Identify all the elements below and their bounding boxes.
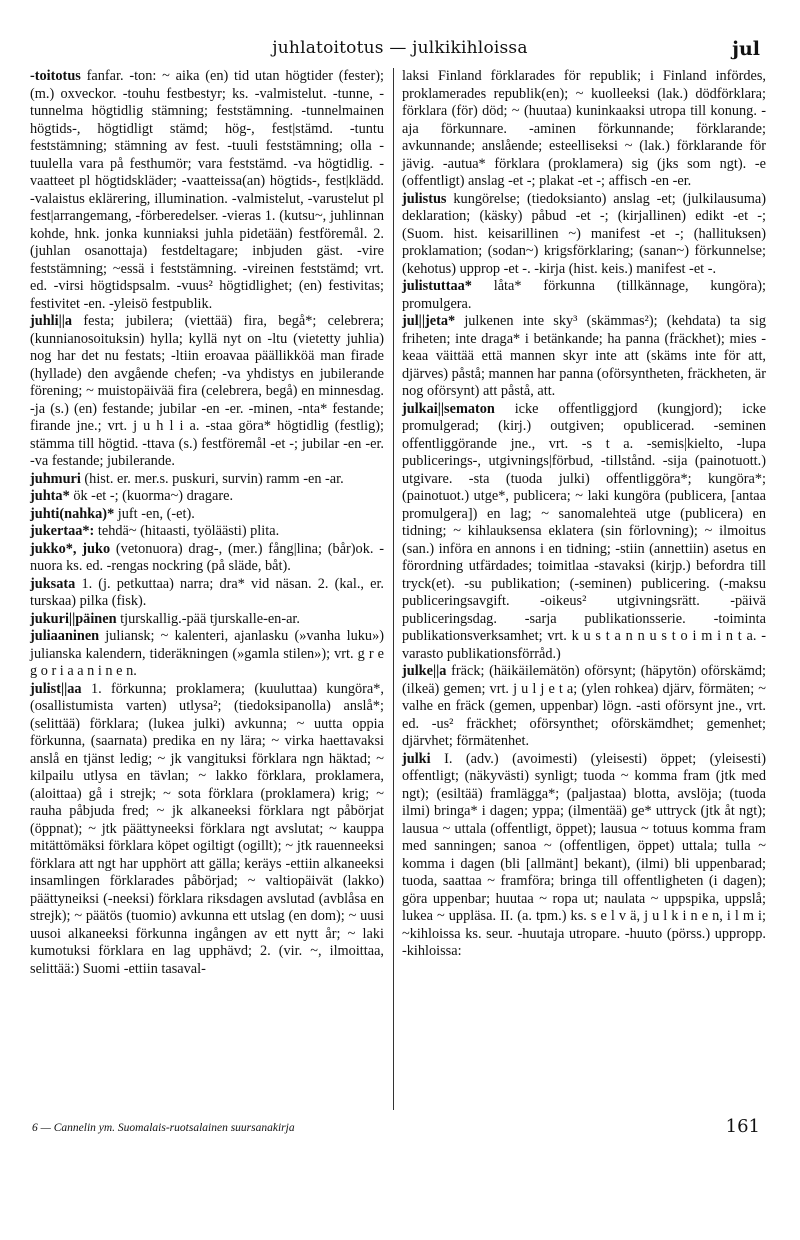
entry-definition: tehdä~ (hitaasti, työläästi) plita. (97, 523, 280, 539)
dictionary-entry (30, 541, 384, 576)
entry-definition: juft -en, (-et). (117, 505, 195, 522)
dictionary-entry (402, 278, 766, 313)
dictionary-entry (30, 488, 384, 506)
right-column (402, 68, 766, 961)
entry-headword: juhmuri (30, 470, 81, 487)
entry-definition: icke offentliggjord (kungjord); icke promulgerad; (kirj.) outgiven; opublicerad. -seminen offentliggörande jne., vrt. -s t a. -semis|kielto, -lupa publicerings-, utgivnings|förbud, -tillstånd. -sija (painotuott.) utgivare. -sta (tuoda julki) offentliggöra*; kungöra*; (painotuot.) utge*, publicera; ~ laki kungöra (publicera, [antaa promulgera]) en lag; ~ sanomalehteä utge (publicera) en tidning; ~ kihlauksensa eklatera (sin förlovning); ~ ilmoitus (san.) införa en annons i en tidning; -stiin (annettiin) asetus en förordning utfärdades; toimitlaa -stavaksi (kirjp.) befordra till tryck(et). -su publikation; (-seminen) publicering. (-maksu publiceringsavgift. -oikeus² utgivningsrätt. -päivä publiceringsdag. -sarja publikationsserie. -toiminta publikationsverksamhet; vrt. k u s t a n n u s t o i m i n t a. -varasto publikationsförråd.) (402, 400, 766, 662)
dictionary-entry (30, 313, 384, 471)
dictionary-entry (30, 576, 384, 611)
entry-definition: fanfar. -ton: ~ aika (en) tid utan högtider (fester); (m.) oxveckor. -touhu festbestyr; ks. -valmistelut. -tunne, -tunnelma högtidlig stämning; feststämning. -tunnelmainen högtids-, högtidligt stämd; hög-, fest|stämd. -tuntu feststämning; stämning av fest. -tuuli feststämning; olla -tuulella vara på festhumör; vara feststämd. -va högtidlig. -vaatteet pl högtidskläder; -vaatteissa(an) högtids-, fest|klädd. -valaistus eklärering, illumination. -valmistelut, -varustelut pl fest|arrangemang, -förberedelser. -vieras 1. (kutsu~, juhlinnan kohde, hnk. jonka kunniaksi juhla pidetään) festföremål. 2. (juhlan osanottaja) festdeltagare; inbjuden gäst. -vire feststämning; ~essä i feststämning. -vireinen feststämd; vrt. ed. -virsi högtidspsalm. -vuus² högtidlighet; (en) festivitas; festivitet -en. -yleisö festpublik. (30, 68, 384, 312)
dictionary-entry (402, 751, 766, 961)
entry-definition: festa; jubilera; (viettää) fira, begå*; celebrera; (kunnianosoituksin) hylla; kyllä nyt on -ltu (vietetty juhlia) nog har det nu festats; -ltiin eroavaa päällikköä man firade (hyllade) den avgående chefen; -va yhdistys en jubilerande förening; ~ muistopäivää fira (celebrera, begå) en minnesdag. -ja (s.) (en) festande; jubilar -en -er. -minen, -nta* festande; firande jne.; vrt. j u h l i a. -staa göra* högtidlig (festlig); stämma till högtid. -ttava (s.) festföremål -et -; jubilar -en -er. -va festande; jubilerande. (30, 313, 384, 469)
left-column (30, 68, 384, 978)
entry-definition: (hist. er. mer.s. puskuri, survin) ramm -en -ar. (84, 470, 344, 487)
entry-definition: tjurskallig.-pää tjurskalle-en-ar. (120, 610, 300, 627)
dictionary-entry (30, 68, 384, 313)
dictionary-entry (402, 663, 766, 751)
guide-word: jul (732, 38, 760, 60)
entry-headword: juhti(nahka)* (30, 505, 115, 522)
entry-headword: juhta* (30, 488, 70, 504)
entry-headword: julki (402, 750, 431, 767)
entry-definition: kungörelse; (tiedoksianto) anslag -et; (julkilausuma) deklaration; (käsky) påbud -et -; (kirjallinen) edikt -et -; (Suom. hist. keisarillinen ~) manifest -et -; (hallituksen) proklamation; (sodan~) krigsförklaring; (sanan~) förkunnelse; (kehotus) upprop -et -. -kirja (hist. keis.) manifest -et -. (402, 190, 766, 277)
entry-definition: 1. förkunna; proklamera; (kuuluttaa) kungöra*, (osallistumista varten) utlysa²; (tiedoksipanolla) anslå*; (selittää) förklara; (lukea julki) avkunna; ~ uutta oppia förkunna, (saarnata) predika en ny lära; ~ virka haettavaksi anslå en tjänst ledig; ~ jk vangituksi förklara ngn häktad; ~ kilpailu utlysa en tävlan; ~ lakko förklara, proklamera, (aloittaa) gå i strejk; ~ sota förklara (proklamera) krig; ~ rauha påbjuda fred; ~ jk alkaneeksi förklara ngt påbörjat (öppnat); ~ jtk päättyneeksi förklara ngt avslutat; ~ kauppa mitättömäksi förklara köpet ogiltigt (ogillt); ~ jtk rauenneeksi förklara att ngt har upphört att gälla; keräys -ettiin alkaneeksi insamlingen förklarades påbörjad; ~ valtiopäivät (lakko) päättyneiksi (-neeksi) förklara riksdagen avslutad (avblåsa en strejk); ~ päätös (tuomio) avkunna ett utslag (en dom); ~ uusi uusoi alkaneeksi förkunna ingången av ett nytt år; ~ laki kumotuksi förklara en lag upphävd; 2. (vir. ~, ilmoittaa, selittää:) Suomi -ettiin tasaval- (30, 680, 385, 977)
entry-definition: låta* förkunna (tillkännage, kungöra); promulgera. (402, 278, 766, 312)
dictionary-entry (402, 68, 766, 191)
entry-definition: ök -et -; (kuorma~) dragare. (73, 488, 234, 504)
entry-definition: juliansk; ~ kalenteri, ajanlasku (»vanha luku») julianska kalendern, tideräkningen (»gamla stilen»); vrt. g r e g o r i a a n i n e n. (30, 628, 384, 679)
entry-headword: julke||a (402, 663, 447, 679)
entry-headword: julistus (402, 190, 447, 207)
entry-definition: (vetonuora) drag-, (mer.) fång|lina; (bår)ok. -nuora ks. ed. -rengas nockring (på släde, båt). (30, 540, 385, 574)
entry-headword: julist||aa (30, 680, 82, 697)
column-divider (393, 68, 394, 1110)
entry-definition: I. (adv.) (avoimesti) (yleisesti) öppet; (yleisesti) offentligt; (näkyvästi) synligt; tuoda ~ komma fram (jtk med ngt); (esiltää) framlägga*; (paljastaa) blotta, avslöja; (tuoda ilmi) bringa* i dagen; yppa; (ilmentää) ge* uttryck (jtk åt ngt); lausua ~ uttala (offentligt, öppet); lausua ~ totuus komma fram med sanningen; sanoa ~ (offentligen, öppet) uttala; tulla ~ komma i dagen (bli [allmänt] bekant), (ilmi) bli uppenbarad; tuoda, saattaa ~ framföra; bringa till offentligheten (i dagen); göra uppenbar; huutaa ~ ropa ut; naulata ~ uppspika, uppslå; lukea ~ uppläsa. II. (a. tpm.) ks. s e l v ä, j u l k i n e n, i l m i; ~kihloissa ks. seur. -huutaja utropare. -huuto (pörss.) uppropp. -kihloissa: (402, 750, 767, 959)
entry-headword: jukko*, juko (30, 540, 111, 557)
entry-headword: juksata (30, 575, 76, 592)
dictionary-entry (402, 191, 766, 279)
dictionary-entry (402, 401, 766, 664)
page-header (0, 38, 800, 60)
dictionary-entry (30, 506, 384, 524)
dictionary-entry (30, 611, 384, 629)
dictionary-entry (30, 681, 384, 979)
signature-line: 6 — Cannelin ym. Suomalais-ruotsalainen suursanakirja (32, 1122, 295, 1134)
dictionary-entry (30, 471, 384, 489)
dictionary-entry (402, 313, 766, 401)
page-footer (0, 1116, 800, 1146)
entry-definition: laksi Finland förklarades för republik; i Finland infördes, proklamerades republik(en); ~ kuolleeksi (lak.) dödförklara; förklara (för) död; ~ (huutaa) kuninkaaksi utropa till konung. -aja förkunnare. -aminen förkunnande; förklarande; avkunnande; anslående; esteelliseksi ~ (lak.) förklarande för jävig. -autua* förklara (proklamera) sig (jks som ngt). -e (offentligt) anslag -et -; plakat -et -; affisch -en -er. (402, 68, 766, 189)
entry-headword: jukuri||päinen (30, 610, 117, 627)
dictionary-entry (30, 523, 384, 541)
entry-headword: jukertaa*: (30, 523, 95, 539)
entry-definition: julkenen inte sky³ (skämmas²); (kehdata) ta sig friheten; inte draga* i betänkande; ha panna (fräckhet); mies -keaa väittää että mannen skyr inte att (skäms inte för att, djärves) påstå; mannen har panna (oförsyntheten, fräckheten, är nog oförsynt) att påstå, att. (402, 313, 767, 399)
entry-headword: -toitotus (30, 68, 81, 84)
entry-definition: fräck; (häikäilemätön) oförsynt; (häpytön) oförskämd; (ilkeä) gemen; vrt. j u l j e t a; (ylen rohkea) djärv, förmäten; ~ valhe en fräck (gemen, uppenbar) lögn. -asti oförsynt jne., vrt. ed. -us² fräckhet; oförsynthet; oförskämdhet; gemenhet; djärvhet; förmätenhet. (402, 663, 766, 749)
entry-headword: juhli||a (30, 313, 73, 329)
entry-headword: jul||jeta* (402, 313, 456, 329)
entry-definition: 1. (j. petkuttaa) narra; dra* vid näsan. 2. (kal., er. turskaa) pilka (fisk). (30, 575, 384, 609)
running-title: juhlatoitotus — julkikihloissa (272, 38, 528, 58)
entry-headword: julistuttaa* (402, 278, 472, 294)
page-number: 161 (725, 1116, 760, 1137)
entry-headword: juliaaninen (30, 628, 100, 644)
entry-headword: julkai||sematon (402, 400, 495, 417)
dictionary-entry (30, 628, 384, 681)
